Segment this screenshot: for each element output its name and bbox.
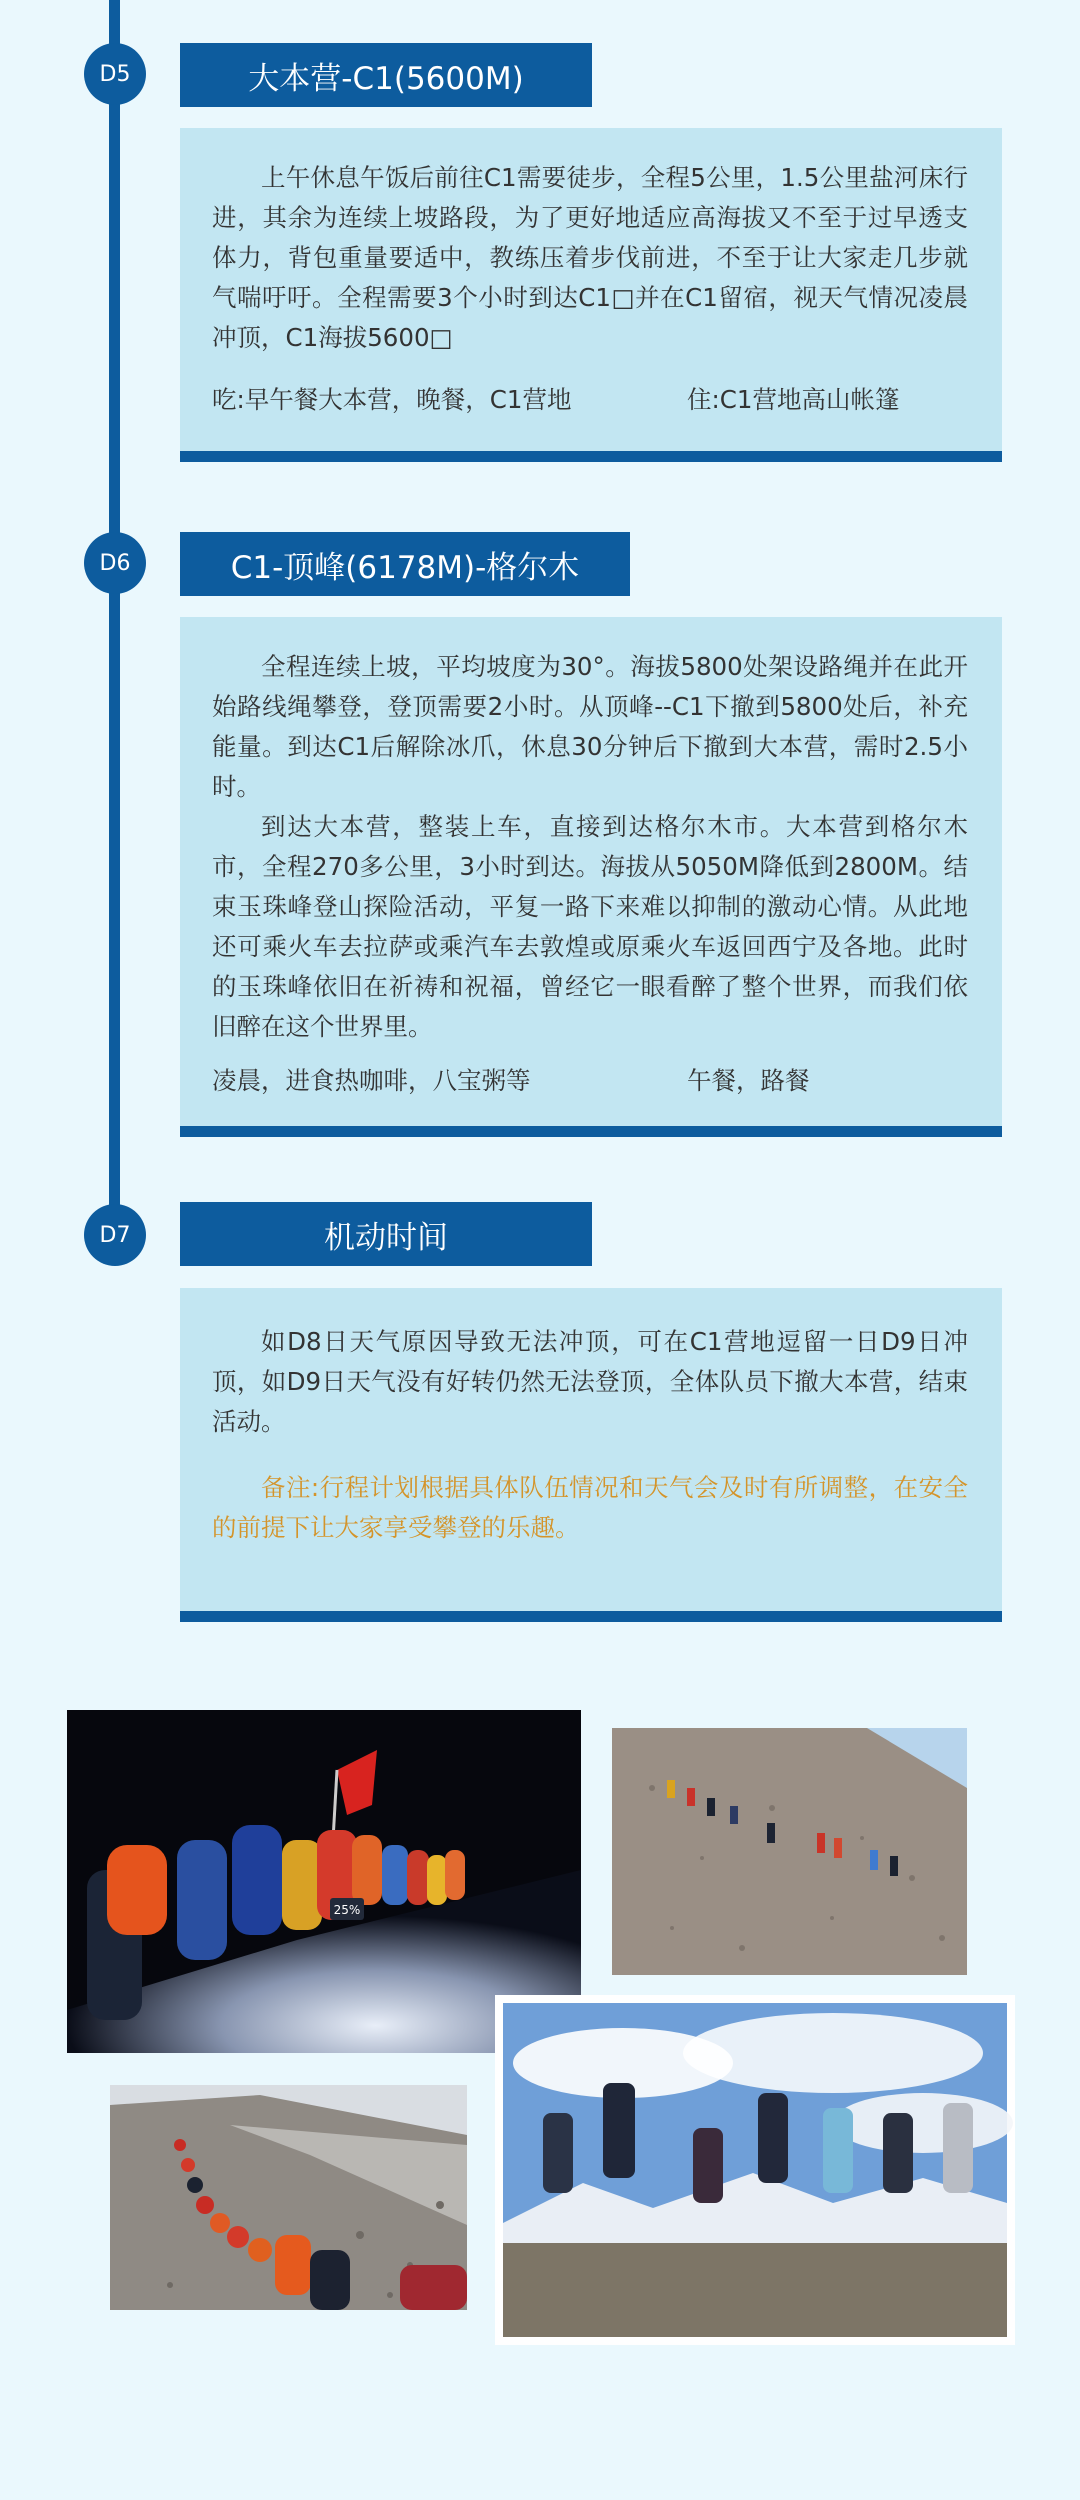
day-badge-d7: D7 xyxy=(84,1204,146,1266)
day-title-d7: 机动时间 xyxy=(180,1202,592,1266)
meal-line xyxy=(212,380,968,420)
day-paragraph: 上午休息午饭后前往C1需要徒步，全程5公里，1.5公里盐河床行进，其余为连续上坡路段，为了更好地适应高海拔又不至于过早透支体力，背包重量要适中，教练压着步伐前进，不至于让大家走几步就气喘吁吁。全程需要3个小时到达C1□并在C1留宿，视天气情况凌晨冲顶，C1海拔5600□ xyxy=(212,163,968,352)
day-paragraph: 如D8日天气原因导致无法冲顶，可在C1营地逗留一日D9日冲顶，如D9日天气没有好转仍然无法登顶，全体队员下撤大本营，结束活动。 xyxy=(212,1327,968,1436)
day-content-d7 xyxy=(180,1288,1002,1622)
timeline-line xyxy=(109,0,120,1235)
day-badge-d5: D5 xyxy=(84,43,146,105)
day-title-d5: 大本营-C1(5600M) xyxy=(180,43,592,107)
photo-ridge-climbers xyxy=(110,2085,467,2310)
day-paragraph: 全程连续上坡，平均坡度为30°。海拔5800处架设路绳并在此开始路线绳攀登，登顶需要2小时。从顶峰--C1下撤到5800处后，补充能量。到达C1后解除冰爪，休息30分钟后下撤到大本营，需时2.5小时。 xyxy=(212,652,968,801)
lodging-text: 住:C1营地高山帐篷 xyxy=(687,385,900,414)
flag-number: 25% xyxy=(333,1903,361,1917)
day-paragraph: 到达大本营，整装上车，直接到达格尔木市。大本营到格尔木市，全程270多公里，3小时到达。海拔从5050M降低到2800M。结束玉珠峰登山探险活动，平复一路下来难以抑制的激动心情。从此地还可乘火车去拉萨或乘汽车去敦煌或原乘火车返回西宁及各地。此时的玉珠峰依旧在祈祷和祝福，曾经它一眼看醉了整个世界，而我们依旧醉在这个世界里。 xyxy=(212,812,968,1041)
day-badge-d6: D6 xyxy=(84,532,146,594)
photo-jumping-group xyxy=(495,1995,1015,2345)
photo-slope-climbers xyxy=(612,1728,967,1975)
day-title-d6: C1-顶峰(6178M)-格尔木 xyxy=(180,532,630,596)
remark-note: 备注:行程计划根据具体队伍情况和天气会及时有所调整，在安全的前提下让大家享受攀登的乐趣。 xyxy=(212,1473,968,1542)
day-content-d5 xyxy=(180,128,1002,462)
meals-text: 凌晨，进食热咖啡，八宝粥等 xyxy=(212,1066,531,1095)
meals-text: 吃:早午餐大本营，晚餐，C1营地 xyxy=(212,385,572,414)
lodging-text: 午餐，路餐 xyxy=(687,1066,810,1095)
meal-line xyxy=(212,1061,968,1101)
day-content-d6 xyxy=(180,617,1002,1137)
